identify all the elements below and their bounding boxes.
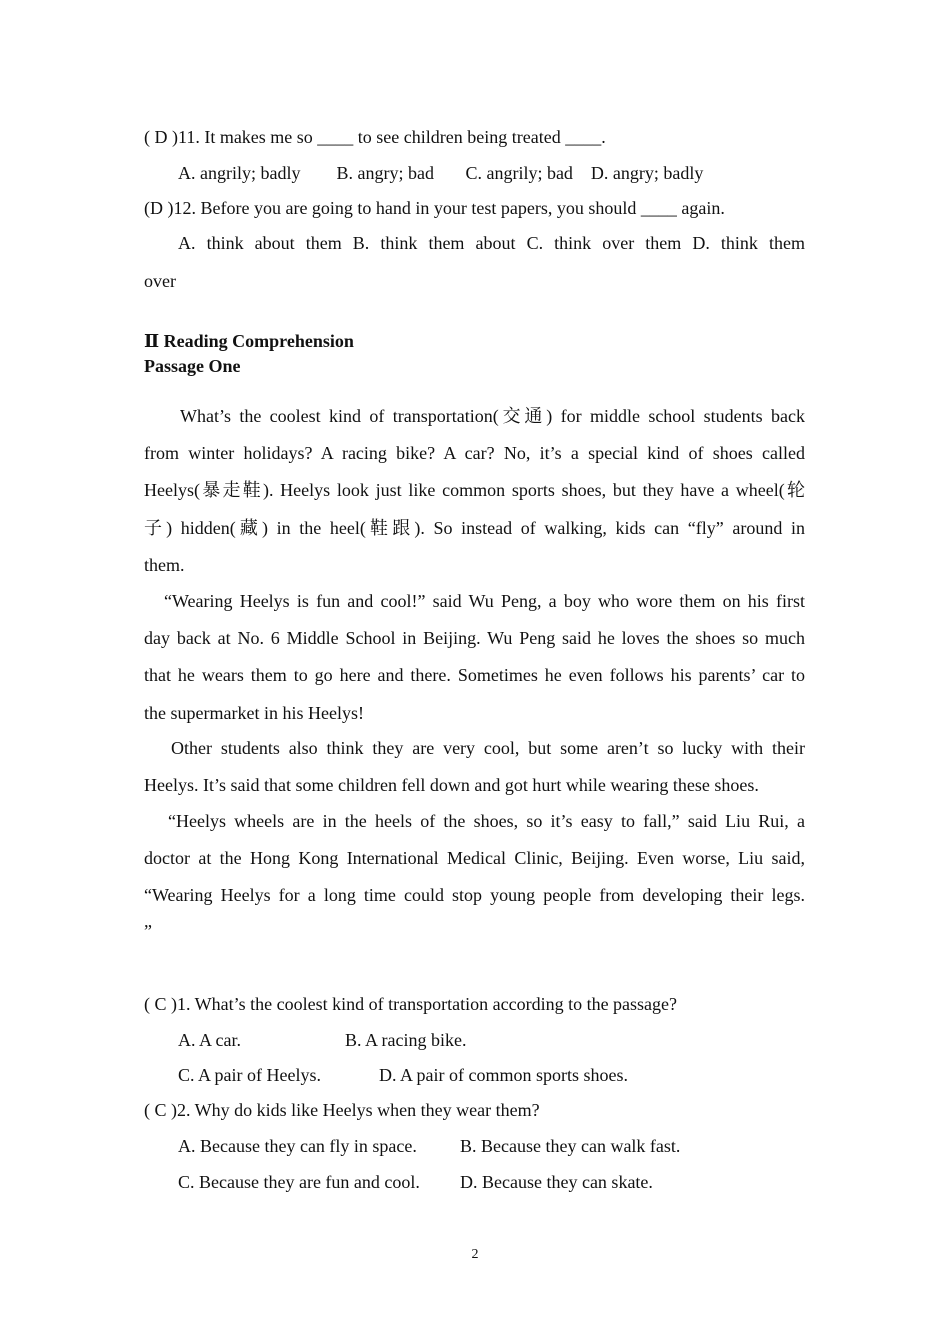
passage-line: day back at No. 6 Middle School in Beijing. Wu Peng said he loves the shoes so much (144, 628, 805, 648)
question-1-option-c: C. A pair of Heelys. (178, 1065, 321, 1085)
passage-line: them. (144, 555, 185, 575)
passage-line: that he wears them to go here and there. Sometimes he even follows his parents’ car to (144, 665, 805, 685)
question-12-options-line-2: over (144, 271, 176, 291)
passage-line: “Wearing Heelys for a long time could stop young people from developing their legs. (144, 885, 805, 905)
question-2-stem: ( C )2. Why do kids like Heelys when they wear them? (144, 1100, 540, 1120)
passage-line: ” (144, 921, 152, 941)
question-11-stem: ( D )11. It makes me so ____ to see children being treated ____. (144, 127, 606, 147)
passage-line: “Wearing Heelys is fun and cool!” said Wu Peng, a boy who wore them on his first (164, 591, 805, 611)
question-2-option-c: C. Because they are fun and cool. (178, 1172, 420, 1192)
section-heading: Ⅱ Reading Comprehension (144, 331, 354, 351)
passage-line: “Heelys wheels are in the heels of the shoes, so it’s easy to fall,” said Liu Rui, a (168, 811, 805, 831)
question-1-option-a: A. A car. (178, 1030, 241, 1050)
question-1-stem: ( C )1. What’s the coolest kind of transportation according to the passage? (144, 994, 678, 1014)
question-2-option-d: D. Because they can skate. (460, 1172, 653, 1192)
question-12-options-line-1: A. think about them B. think them about C. think over them D. think them (178, 233, 805, 253)
question-2-option-b: B. Because they can walk fast. (460, 1136, 681, 1156)
passage-title: Passage One (144, 356, 241, 376)
passage-line: 子) hidden(藏) in the heel(鞋跟). So instead of walking, kids can “fly” around in (144, 518, 805, 538)
passage-line: Heelys. It’s said that some children fell down and got hurt while wearing these shoes. (144, 775, 759, 795)
passage-line: doctor at the Hong Kong International Medical Clinic, Beijing. Even worse, Liu said, (144, 848, 805, 868)
passage-line: What’s the coolest kind of transportation(交通) for middle school students back (180, 406, 805, 426)
question-12-stem: (D )12. Before you are going to hand in your test papers, you should ____ again. (144, 198, 725, 218)
question-11-options: A. angrily; badly B. angry; bad C. angrily; bad D. angry; badly (178, 163, 704, 183)
passage-line: the supermarket in his Heelys! (144, 703, 364, 723)
page-number: 2 (471, 1247, 479, 1262)
question-2-option-a: A. Because they can fly in space. (178, 1136, 417, 1156)
question-1-option-b: B. A racing bike. (345, 1030, 467, 1050)
passage-line: from winter holidays? A racing bike? A car? No, it’s a special kind of shoes called (144, 443, 805, 463)
passage-line: Other students also think they are very cool, but some aren’t so lucky with their (171, 738, 805, 758)
passage-line: Heelys(暴走鞋). Heelys look just like common sports shoes, but they have a wheel(轮 (144, 480, 805, 500)
question-1-option-d: D. A pair of common sports shoes. (379, 1065, 628, 1085)
